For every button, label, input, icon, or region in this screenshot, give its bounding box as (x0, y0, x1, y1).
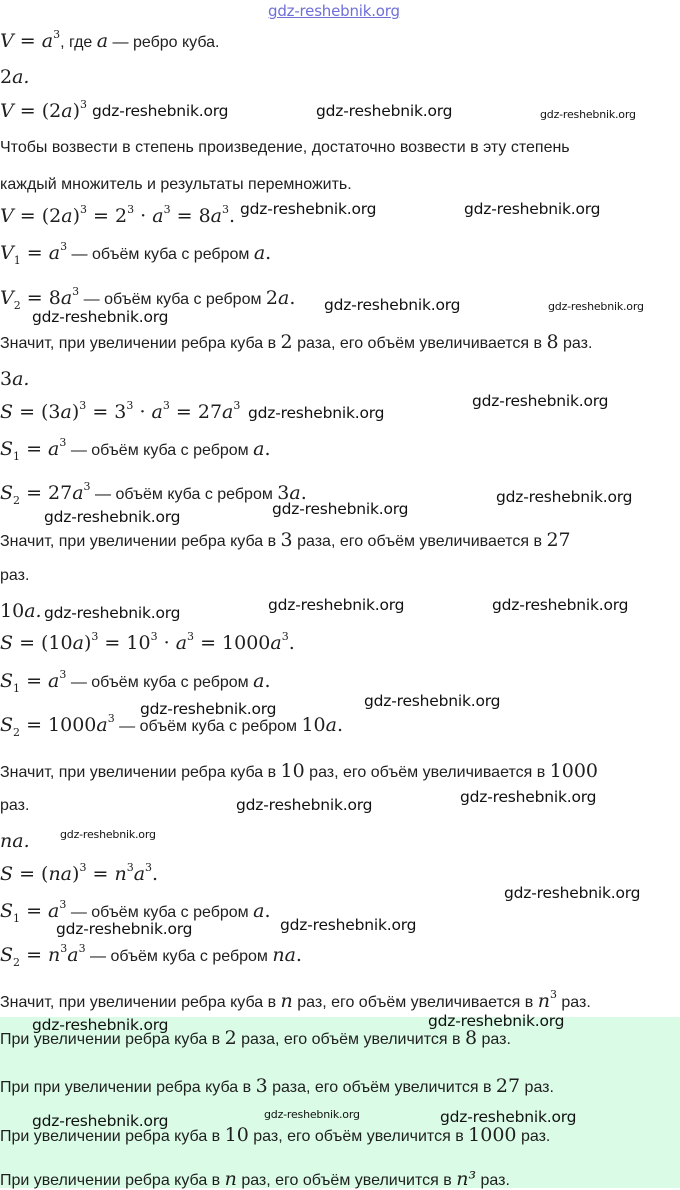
watermark: gdz-reshebnik.org (472, 392, 609, 410)
watermark: gdz-reshebnik.org (32, 1112, 169, 1130)
formula-v-2a: $V = (2a)^3$ (0, 98, 87, 122)
watermark: gdz-reshebnik.org (540, 108, 636, 121)
conclusion-3-tail: раз. (0, 567, 30, 584)
watermark: gdz-reshebnik.org (428, 1012, 565, 1030)
summary-line-4: При увеличении ребра куба в n раз, его объём увеличится в n³ раз. (0, 1168, 510, 1190)
summary-line-3: При увеличении ребра куба в 10 раз, его объём увеличится в 1000 раз. (0, 1124, 551, 1146)
watermark: gdz-reshebnik.org (496, 488, 633, 506)
watermark: gdz-reshebnik.org (248, 404, 385, 422)
watermark: gdz-reshebnik.org (60, 828, 156, 841)
conclusion-2: Значит, при увеличении ребра куба в 2 раза, его объём увеличивается в 8 раз. (0, 331, 593, 353)
formula-s1-a-10: $S_1 = a^3$ — объём куба с ребром a. (0, 668, 271, 695)
watermark-link[interactable]: gdz-reshebnik.org (268, 2, 400, 20)
formula-s-10a: $S = (10a)^3 = 10^3 \cdot a^3 = 1000a^3$. (0, 630, 295, 654)
case-na-heading: na. (0, 830, 30, 852)
watermark: gdz-reshebnik.org (440, 1108, 577, 1126)
case-3a-heading: 3a. (0, 368, 30, 390)
formula-s-3a: $S = (3a)^3 = 3^3 \cdot a^3 = 27a^3$ (0, 399, 241, 423)
conclusion-10: Значит, при увеличении ребра куба в 10 раз, его объём увеличивается в 1000 (0, 760, 598, 782)
formula-s-na: $S = (na)^3 = n^3a^3$. (0, 861, 159, 885)
formula-volume: $V = a^3$, где a — ребро куба. (0, 28, 220, 52)
formula-v2-2a: $V_2 = 8a^3$ — объём куба с ребром 2a. (0, 285, 296, 312)
watermark: gdz-reshebnik.org (32, 308, 169, 326)
formula-s2-10a: $S_2 = 1000a^3$ — объём куба с ребром 10a. (0, 712, 344, 739)
watermark: gdz-reshebnik.org (268, 596, 405, 614)
formula-v-2a-expanded: $V = (2a)^3 = 2^3 \cdot a^3 = 8a^3$. (0, 203, 236, 227)
conclusion-10-tail: раз. (0, 797, 30, 814)
watermark: gdz-reshebnik.org (504, 884, 641, 902)
watermark: gdz-reshebnik.org (32, 1016, 169, 1034)
watermark: gdz-reshebnik.org (56, 920, 193, 938)
watermark: gdz-reshebnik.org (460, 788, 597, 806)
summary-line-1: При увеличении ребра куба в 2 раза, его объём увеличится в 8 раз. (0, 1027, 511, 1049)
power-rule-text-2: каждый множитель и результаты перемножить. (0, 176, 352, 193)
watermark: gdz-reshebnik.org (140, 700, 277, 718)
watermark: gdz-reshebnik.org (272, 500, 409, 518)
case-2a-heading: 2a. (0, 66, 30, 88)
watermark: gdz-reshebnik.org (240, 200, 377, 218)
watermark: gdz-reshebnik.org (464, 200, 601, 218)
watermark: gdz-reshebnik.org (280, 916, 417, 934)
summary-line-2: При при увеличении ребра куба в 3 раза, его объём увеличится в 27 раз. (0, 1075, 554, 1097)
formula-s1-a-n: $S_1 = a^3$ — объём куба с ребром a. (0, 898, 271, 925)
watermark: gdz-reshebnik.org (324, 296, 461, 314)
watermark: gdz-reshebnik.org (316, 102, 453, 120)
watermark: gdz-reshebnik.org (492, 596, 629, 614)
formula-v1-a: $V_1 = a^3$ — объём куба с ребром a. (0, 240, 272, 267)
formula-s1-a: $S_1 = a^3$ — объём куба с ребром a. (0, 436, 271, 463)
watermark: gdz-reshebnik.org (44, 508, 181, 526)
conclusion-n: Значит, при увеличении ребра куба в n раз, его объём увеличивается в $n^3$ раз. (0, 988, 591, 1012)
power-rule-text-1: Чтобы возвести в степень произведение, достаточно возвести в эту степень (0, 139, 570, 156)
watermark: gdz-reshebnik.org (92, 102, 229, 120)
watermark: gdz-reshebnik.org (236, 796, 373, 814)
watermark: gdz-reshebnik.org (44, 604, 181, 622)
watermark: gdz-reshebnik.org (264, 1108, 360, 1121)
conclusion-3: Значит, при увеличении ребра куба в 3 раза, его объём увеличивается в 27 (0, 529, 571, 551)
case-10a-heading: 10a. (0, 600, 42, 622)
watermark: gdz-reshebnik.org (548, 300, 644, 313)
watermark: gdz-reshebnik.org (364, 692, 501, 710)
formula-s2-na: $S_2 = n^3a^3$ — объём куба с ребром na. (0, 942, 302, 969)
formula-s2-3a: $S_2 = 27a^3$ — объём куба с ребром 3a. (0, 480, 307, 507)
